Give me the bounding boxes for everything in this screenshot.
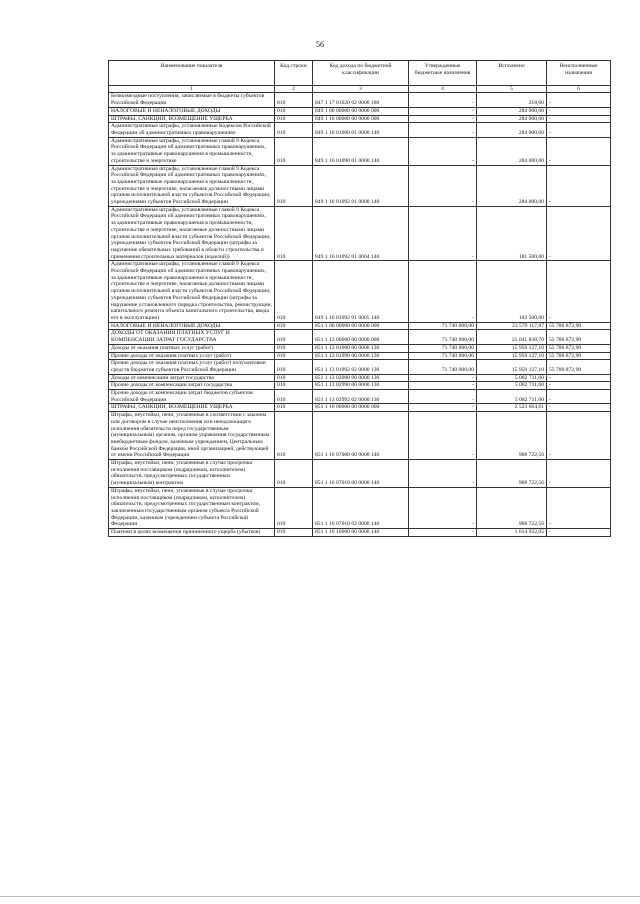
row-line-code: 010 (275, 487, 313, 528)
row-executed: 15 959 127,10 (477, 360, 547, 374)
row-executed: 284 000,00 (477, 165, 547, 206)
table-row (109, 93, 611, 107)
row-budget-code: 851 1 16 07010 02 0000 140 (313, 487, 409, 528)
column-number: 5 (477, 86, 547, 93)
row-executed: 2 523 664,61 (477, 404, 547, 412)
row-line-code: 010 (275, 344, 313, 352)
row-executed: 284 000,00 (477, 137, 547, 165)
row-budget-code: 851 1 16 07010 00 0000 140 (313, 460, 409, 488)
row-approved: 71 740 000,00 (409, 330, 477, 344)
row-indicator-name: ШТРАФЫ, САНКЦИИ, ВОЗМЕЩЕНИЕ УЩЕРБА (109, 404, 275, 412)
row-budget-code: 851 1 13 02992 02 0000 130 (313, 390, 409, 404)
row-line-code: 010 (275, 115, 313, 123)
row-line-code: 010 (275, 360, 313, 374)
table-row (109, 360, 611, 374)
table-row (109, 123, 611, 137)
row-executed: 284 000,00 (477, 115, 547, 123)
row-budget-code: 851 1 13 00000 00 0000 000 (313, 330, 409, 344)
column-number: 4 (409, 86, 477, 93)
row-line-code: 010 (275, 330, 313, 344)
row-indicator-name: Административные штрафы, установленные главой 9 Кодекса Российской Федерации об административных правонарушениях, за административные правонарушения в промышленности, строительстве и энергетике (109, 137, 275, 165)
row-line-code: 010 (275, 165, 313, 206)
row-executed: 284 000,00 (477, 107, 547, 115)
row-approved: - (409, 261, 477, 322)
row-approved: - (409, 487, 477, 528)
row-approved: - (409, 115, 477, 123)
row-budget-code: 849 1 16 01092 01 0000 140 (313, 165, 409, 206)
row-budget-code: 851 1 13 01990 00 0000 130 (313, 352, 409, 360)
row-approved: - (409, 93, 477, 107)
table-row (109, 165, 611, 206)
row-line-code: 010 (275, 404, 313, 412)
row-line-code: 010 (275, 460, 313, 488)
row-budget-code: 851 1 16 00000 00 0000 000 (313, 404, 409, 412)
row-indicator-name: Прочие доходы от компенсации затрат бюджетов субъектов Российской Федерации (109, 390, 275, 404)
row-unexecuted: - (547, 115, 611, 123)
row-approved: - (409, 107, 477, 115)
row-unexecuted: 55 780 872,90 (547, 322, 611, 330)
table-row (109, 330, 611, 344)
row-unexecuted: - (547, 460, 611, 488)
row-line-code: 010 (275, 412, 313, 460)
table-row (109, 352, 611, 360)
row-indicator-name: НАЛОГОВЫЕ И НЕНАЛОГОВЫЕ ДОХОДЫ (109, 322, 275, 330)
row-approved: - (409, 460, 477, 488)
row-unexecuted: - (547, 206, 611, 261)
income-report-table (108, 60, 611, 537)
table-row (109, 206, 611, 261)
row-indicator-name: Штрафы, неустойки, пени, уплаченные в случае просрочки исполнения поставщиком (подрядчиком, исполнителем) обязательств, предусмотренных государственным контрактом, заключенным государственным органом субъекта Российской Федерации, казенным учреждением субъекта Российской Федерации (109, 487, 275, 528)
row-unexecuted: - (547, 374, 611, 382)
row-executed: 15 959 127,10 (477, 352, 547, 360)
row-unexecuted: 55 780 872,90 (547, 344, 611, 352)
row-executed: 1 614 922,05 (477, 529, 547, 537)
table-row (109, 374, 611, 382)
header-budget-code: Код дохода по бюджетной классификации (313, 61, 409, 86)
row-unexecuted: - (547, 404, 611, 412)
column-number-row (109, 86, 611, 93)
row-executed: 5 082 711,60 (477, 374, 547, 382)
table-row (109, 404, 611, 412)
table-row (109, 115, 611, 123)
row-line-code: 010 (275, 374, 313, 382)
row-approved: 71 740 000,00 (409, 322, 477, 330)
row-budget-code: 851 1 16 10000 00 0000 140 (313, 529, 409, 537)
header-indicator-name: Наименование показателя (109, 61, 275, 86)
row-line-code: 010 (275, 390, 313, 404)
table-row (109, 137, 611, 165)
row-budget-code: 849 1 16 01092 01 0005 140 (313, 261, 409, 322)
row-executed: 908 722,56 (477, 412, 547, 460)
row-unexecuted: 55 780 872,90 (547, 330, 611, 344)
row-unexecuted: - (547, 165, 611, 206)
row-unexecuted: - (547, 382, 611, 390)
row-budget-code: 849 1 16 01092 01 0004 140 (313, 206, 409, 261)
row-indicator-name: Прочие доходы от оказания платных услуг (работ) (109, 352, 275, 360)
table-row (109, 344, 611, 352)
column-number: 1 (109, 86, 275, 93)
header-line-code: Код строки (275, 61, 313, 86)
row-budget-code: 849 1 16 01000 01 0000 140 (313, 123, 409, 137)
row-indicator-name: Административные штрафы, установленные главой 9 Кодекса Российской Федерации об административных правонарушениях, за административные правонарушения в промышленности, строительстве и энергетике, налагаемые должностными лицами органов исполнительной власти субъектов Российской Федерации, учреждениями субъектов Российской Федерации (штрафы за нарушение установленного порядка строительства, реконструкции, капитального ремонта объекта капитального строительства, ввода его в эксплуатацию) (109, 261, 275, 322)
row-approved: - (409, 374, 477, 382)
row-line-code: 010 (275, 322, 313, 330)
table-row (109, 487, 611, 528)
column-number: 2 (275, 86, 313, 93)
row-unexecuted: - (547, 107, 611, 115)
row-budget-code: 847 1 17 01020 02 0000 180 (313, 93, 409, 107)
table-row (109, 460, 611, 488)
table-row (109, 261, 611, 322)
row-indicator-name: Административные штрафы, установленные главой 9 Кодекса Российской Федерации об административных правонарушениях, за административные правонарушения в промышленности, строительстве и энергетике, налагаемые должностными лицами органов исполнительной власти субъектов Российской Федерации, учреждениями субъектов Российской Федерации (штрафы за нарушение обязательных требований в области строительства и применения строительных материалов (изделий)) (109, 206, 275, 261)
row-unexecuted: 55 780 872,90 (547, 360, 611, 374)
row-budget-code: 851 1 13 01992 02 0000 130 (313, 360, 409, 374)
row-unexecuted: 55 780 872,90 (547, 352, 611, 360)
row-unexecuted: - (547, 93, 611, 107)
row-approved: - (409, 412, 477, 460)
row-budget-code: 849 1 16 01090 01 0000 140 (313, 137, 409, 165)
row-executed: 908 722,56 (477, 487, 547, 528)
table-row (109, 529, 611, 537)
row-unexecuted: - (547, 487, 611, 528)
row-executed: 15 959 127,10 (477, 344, 547, 352)
page-number: 56 (316, 40, 324, 49)
row-approved: 71 740 000,00 (409, 344, 477, 352)
row-line-code: 010 (275, 529, 313, 537)
table-row (109, 412, 611, 460)
row-executed: 5 082 711,60 (477, 382, 547, 390)
row-executed: 908 722,56 (477, 460, 547, 488)
row-indicator-name: Прочие доходы от оказания платных услуг (работ) получателями средств бюджетов субъектов Российской Федерации (109, 360, 275, 374)
table-row (109, 390, 611, 404)
row-budget-code: 851 1 13 01000 00 0000 130 (313, 344, 409, 352)
row-approved: - (409, 165, 477, 206)
row-budget-code: 851 1 16 07000 00 0000 140 (313, 412, 409, 460)
row-indicator-name: Штрафы, неустойки, пени, уплаченные в соответствии с законом или договором в случае неисполнения или ненадлежащего исполнения обязательств перед государственным (муниципальным) органом, органом управления государственным внебюджетным фондом, казенным учреждением, Центральным банком Российской Федерации, иной организацией, действующей от имени Российской Федерации (109, 412, 275, 460)
table-row (109, 382, 611, 390)
row-approved: - (409, 404, 477, 412)
header-unexecuted: Неисполненные назначения (547, 61, 611, 86)
row-approved: - (409, 390, 477, 404)
header-row (109, 61, 611, 86)
row-approved: - (409, 382, 477, 390)
row-unexecuted: - (547, 390, 611, 404)
row-executed: 284 000,00 (477, 123, 547, 137)
column-number: 3 (313, 86, 409, 93)
row-approved: - (409, 529, 477, 537)
column-number: 6 (547, 86, 611, 93)
row-unexecuted: - (547, 261, 611, 322)
row-unexecuted: - (547, 529, 611, 537)
row-executed: 218,00 (477, 93, 547, 107)
row-executed: 23 579 117,87 (477, 322, 547, 330)
row-approved: 71 740 000,00 (409, 360, 477, 374)
row-indicator-name: Платежи в целях возмещения причиненного ущерба (убытков) (109, 529, 275, 537)
row-indicator-name: ДОХОДЫ ОТ ОКАЗАНИЯ ПЛАТНЫХ УСЛУГ И КОМПЕНСАЦИИ ЗАТРАТ ГОСУДАРСТВА (109, 330, 275, 344)
row-indicator-name: ШТРАФЫ, САНКЦИИ, ВОЗМЕЩЕНИЕ УЩЕРБА (109, 115, 275, 123)
table-row (109, 322, 611, 330)
row-executed: 5 082 711,60 (477, 390, 547, 404)
row-indicator-name: Административные штрафы, установленные Кодексом Российской Федерации об административных правонарушениях (109, 123, 275, 137)
row-executed: 181 500,00 (477, 206, 547, 261)
table-body (109, 93, 611, 536)
row-budget-code: 849 1 00 00000 00 0000 000 (313, 107, 409, 115)
table-row (109, 107, 611, 115)
page-bottom-rule (0, 896, 640, 897)
row-unexecuted: - (547, 412, 611, 460)
row-approved: - (409, 137, 477, 165)
row-indicator-name: НАЛОГОВЫЕ И НЕНАЛОГОВЫЕ ДОХОДЫ (109, 107, 275, 115)
row-indicator-name: Прочие доходы от компенсации затрат государства (109, 382, 275, 390)
row-approved: - (409, 123, 477, 137)
row-indicator-name: Доходы от оказания платных услуг (работ) (109, 344, 275, 352)
row-approved: - (409, 206, 477, 261)
row-executed: 21 041 838,70 (477, 330, 547, 344)
row-unexecuted: - (547, 137, 611, 165)
row-line-code: 010 (275, 206, 313, 261)
row-line-code: 010 (275, 261, 313, 322)
header-executed: Исполнено (477, 61, 547, 86)
row-line-code: 010 (275, 352, 313, 360)
row-line-code: 010 (275, 107, 313, 115)
row-approved: 71 740 000,00 (409, 352, 477, 360)
row-executed: 102 500,00 (477, 261, 547, 322)
header-approved: Утвержденные бюджетные назначения (409, 61, 477, 86)
row-indicator-name: Доходы от компенсации затрат государства (109, 374, 275, 382)
row-line-code: 010 (275, 382, 313, 390)
row-indicator-name: Административные штрафы, установленные главой 9 Кодекса Российской Федерации об административных правонарушениях, за административные правонарушения в промышленности, строительстве и энергетике, налагаемые должностными лицами органов исполнительной власти субъектов Российской Федерации, учреждениями субъектов Российской Федерации (109, 165, 275, 206)
row-line-code: 010 (275, 123, 313, 137)
row-unexecuted: - (547, 123, 611, 137)
row-indicator-name: Штрафы, неустойки, пени, уплаченные в случае просрочки исполнения поставщиком (подрядчиком, исполнителем) обязательств, предусмотренных государственным (муниципальным) контрактом (109, 460, 275, 488)
row-line-code: 010 (275, 93, 313, 107)
row-indicator-name: Безвозмездные поступления, зачисляемые в бюджеты субъектов Российской Федерации (109, 93, 275, 107)
row-line-code: 010 (275, 137, 313, 165)
row-budget-code: 851 1 13 02000 00 0000 130 (313, 374, 409, 382)
row-budget-code: 849 1 16 00000 00 0000 000 (313, 115, 409, 123)
row-budget-code: 851 1 13 02990 00 0000 130 (313, 382, 409, 390)
row-budget-code: 851 1 00 00000 00 0000 000 (313, 322, 409, 330)
